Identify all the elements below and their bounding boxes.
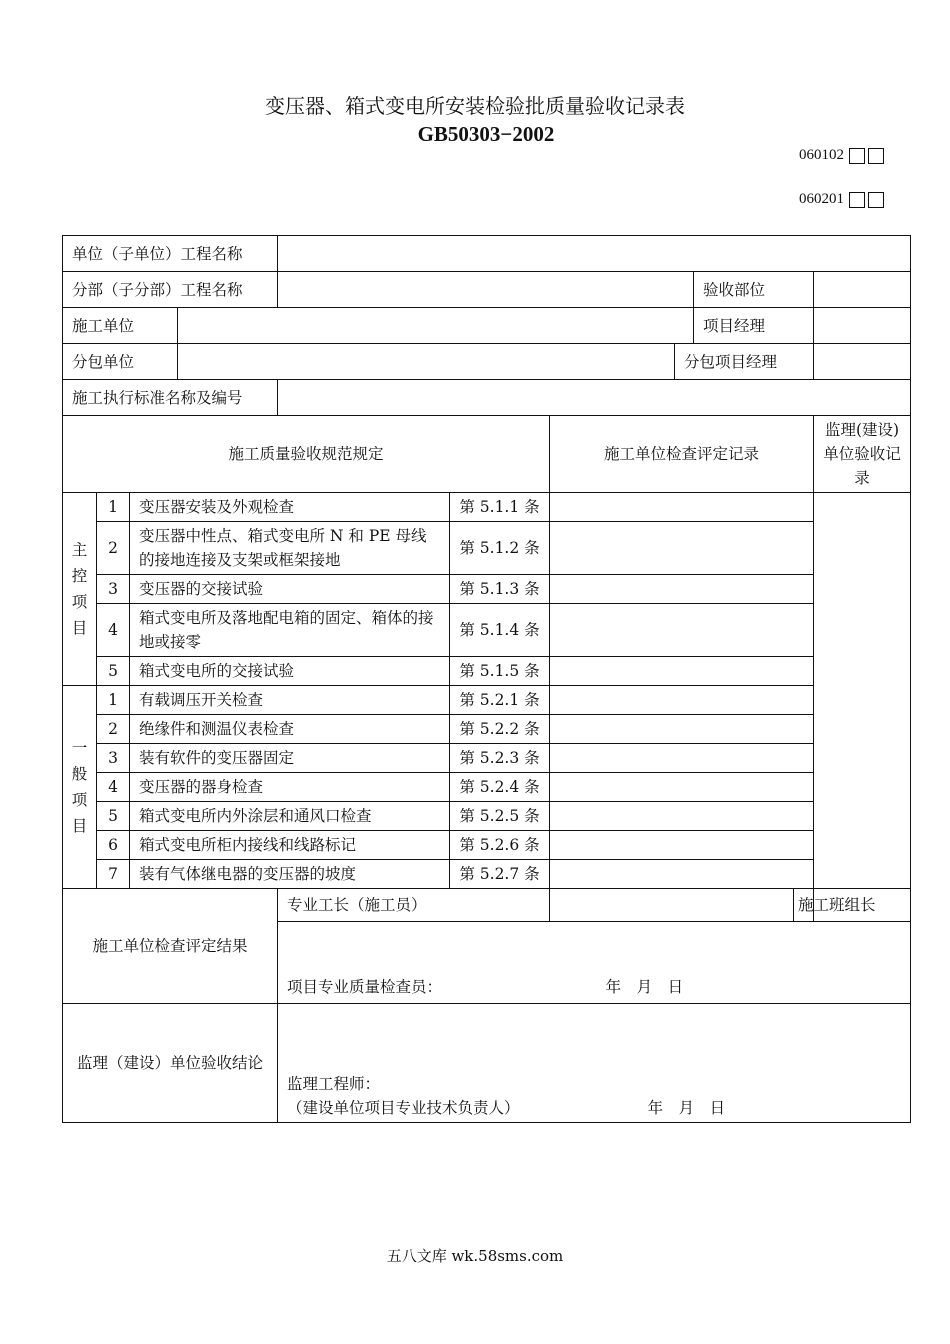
item-text: 箱式变电所及落地配电箱的固定、箱体的接地或接零 <box>130 604 450 657</box>
inspector-signature-line <box>287 975 901 999</box>
item-number: 2 <box>97 522 130 575</box>
record-field[interactable] <box>550 773 814 802</box>
supervision-record-field[interactable] <box>814 493 911 889</box>
result-date: 年 月 日 <box>605 978 684 996</box>
record-field[interactable] <box>550 493 814 522</box>
code-text-1: 060102 <box>799 147 844 163</box>
document-title: 变压器、箱式变电所安装检验批质量验收记录表 <box>265 94 685 118</box>
item-clause: 第 5.2.3 条 <box>450 744 550 773</box>
item-clause: 第 5.1.2 条 <box>450 522 550 575</box>
project-manager-field[interactable] <box>814 308 911 344</box>
item-clause: 第 5.2.6 条 <box>450 831 550 860</box>
code-box-2 <box>799 191 884 208</box>
project-manager-label: 项目经理 <box>694 308 814 344</box>
foreman-label: 专业工长（施工员） <box>278 889 550 922</box>
item-clause: 第 5.1.3 条 <box>450 575 550 604</box>
supervision-date: 年 月 日 <box>647 1099 726 1117</box>
result-label: 施工单位检查评定结果 <box>63 889 278 1004</box>
subcontract-manager-label: 分包项目经理 <box>675 344 814 380</box>
sub-name-field[interactable] <box>278 272 694 308</box>
item-text: 箱式变电所柜内接线和线路标记 <box>130 831 450 860</box>
item-number: 5 <box>97 802 130 831</box>
construction-unit-field[interactable] <box>178 308 694 344</box>
construction-unit-label: 施工单位 <box>63 308 178 344</box>
item-clause: 第 5.1.5 条 <box>450 657 550 686</box>
item-clause: 第 5.1.1 条 <box>450 493 550 522</box>
item-clause: 第 5.2.4 条 <box>450 773 550 802</box>
spec-header: 施工质量验收规范规定 <box>63 416 550 493</box>
item-clause: 第 5.2.1 条 <box>450 686 550 715</box>
team-leader-label: 施工班组长 <box>794 889 814 922</box>
standard-label: 施工执行标准名称及编号 <box>63 380 278 416</box>
subcontract-unit-label: 分包单位 <box>63 344 178 380</box>
item-text: 箱式变电所内外涂层和通风口检查 <box>130 802 450 831</box>
main-items-label-text: 主控项目 <box>71 541 88 637</box>
record-field[interactable] <box>550 802 814 831</box>
general-items-label <box>63 686 97 889</box>
item-clause: 第 5.2.2 条 <box>450 715 550 744</box>
standard-field[interactable] <box>278 380 911 416</box>
record-field[interactable] <box>550 686 814 715</box>
item-number: 1 <box>97 686 130 715</box>
code-checkbox[interactable] <box>868 148 884 164</box>
record-field[interactable] <box>550 860 814 889</box>
item-clause: 第 5.2.7 条 <box>450 860 550 889</box>
record-field[interactable] <box>550 575 814 604</box>
record-field[interactable] <box>550 715 814 744</box>
supervision-signature-area[interactable] <box>278 1004 911 1123</box>
item-text: 箱式变电所的交接试验 <box>130 657 450 686</box>
record-field[interactable] <box>550 522 814 575</box>
item-text: 变压器的交接试验 <box>130 575 450 604</box>
code-checkbox[interactable] <box>868 192 884 208</box>
supervision-header: 监理(建设)单位验收记录 <box>814 416 911 493</box>
item-text: 变压器的器身检查 <box>130 773 450 802</box>
item-number: 5 <box>97 657 130 686</box>
item-text: 变压器中性点、箱式变电所 N 和 PE 母线的接地连接及支架或框架接地 <box>130 522 450 575</box>
engineer-label: 监理工程师： <box>287 1075 381 1093</box>
item-text: 装有气体继电器的变压器的坡度 <box>130 860 450 889</box>
item-number: 3 <box>97 744 130 773</box>
general-items-label-text: 一般项目 <box>71 739 88 835</box>
item-number: 7 <box>97 860 130 889</box>
item-text: 变压器安装及外观检查 <box>130 493 450 522</box>
code-box-1 <box>799 147 884 164</box>
item-number: 2 <box>97 715 130 744</box>
inspector-label: 项目专业质量检查员： <box>287 978 443 996</box>
inspection-table <box>62 235 911 1123</box>
unit-name-field[interactable] <box>278 236 911 272</box>
record-header: 施工单位检查评定记录 <box>550 416 814 493</box>
record-field[interactable] <box>550 831 814 860</box>
item-text: 绝缘件和测温仪表检查 <box>130 715 450 744</box>
sub-name-label: 分部（子分部）工程名称 <box>63 272 278 308</box>
result-signature-area[interactable] <box>278 922 911 1004</box>
code-checkbox[interactable] <box>849 192 865 208</box>
main-items-label <box>63 493 97 686</box>
accept-part-field[interactable] <box>814 272 911 308</box>
item-text: 装有软件的变压器固定 <box>130 744 450 773</box>
item-text: 有载调压开关检查 <box>130 686 450 715</box>
supervision-label: 监理（建设）单位验收结论 <box>63 1004 278 1123</box>
standard-number: GB50303−2002 <box>417 122 555 146</box>
foreman-field[interactable] <box>550 889 794 922</box>
owner-signature-line <box>287 1096 901 1120</box>
item-number: 1 <box>97 493 130 522</box>
item-number: 3 <box>97 575 130 604</box>
record-field[interactable] <box>550 604 814 657</box>
code-text-2: 060201 <box>799 191 844 207</box>
footer-watermark: 五八文库 wk.58sms.com <box>386 1247 564 1265</box>
item-number: 6 <box>97 831 130 860</box>
subcontract-unit-field[interactable] <box>178 344 675 380</box>
subcontract-manager-field[interactable] <box>814 344 911 380</box>
item-number: 4 <box>97 773 130 802</box>
record-field[interactable] <box>550 657 814 686</box>
record-field[interactable] <box>550 744 814 773</box>
owner-label: （建设单位项目专业技术负责人） <box>287 1099 520 1117</box>
item-number: 4 <box>97 604 130 657</box>
item-clause: 第 5.2.5 条 <box>450 802 550 831</box>
unit-name-label: 单位（子单位）工程名称 <box>63 236 278 272</box>
accept-part-label: 验收部位 <box>694 272 814 308</box>
code-checkbox[interactable] <box>849 148 865 164</box>
item-clause: 第 5.1.4 条 <box>450 604 550 657</box>
